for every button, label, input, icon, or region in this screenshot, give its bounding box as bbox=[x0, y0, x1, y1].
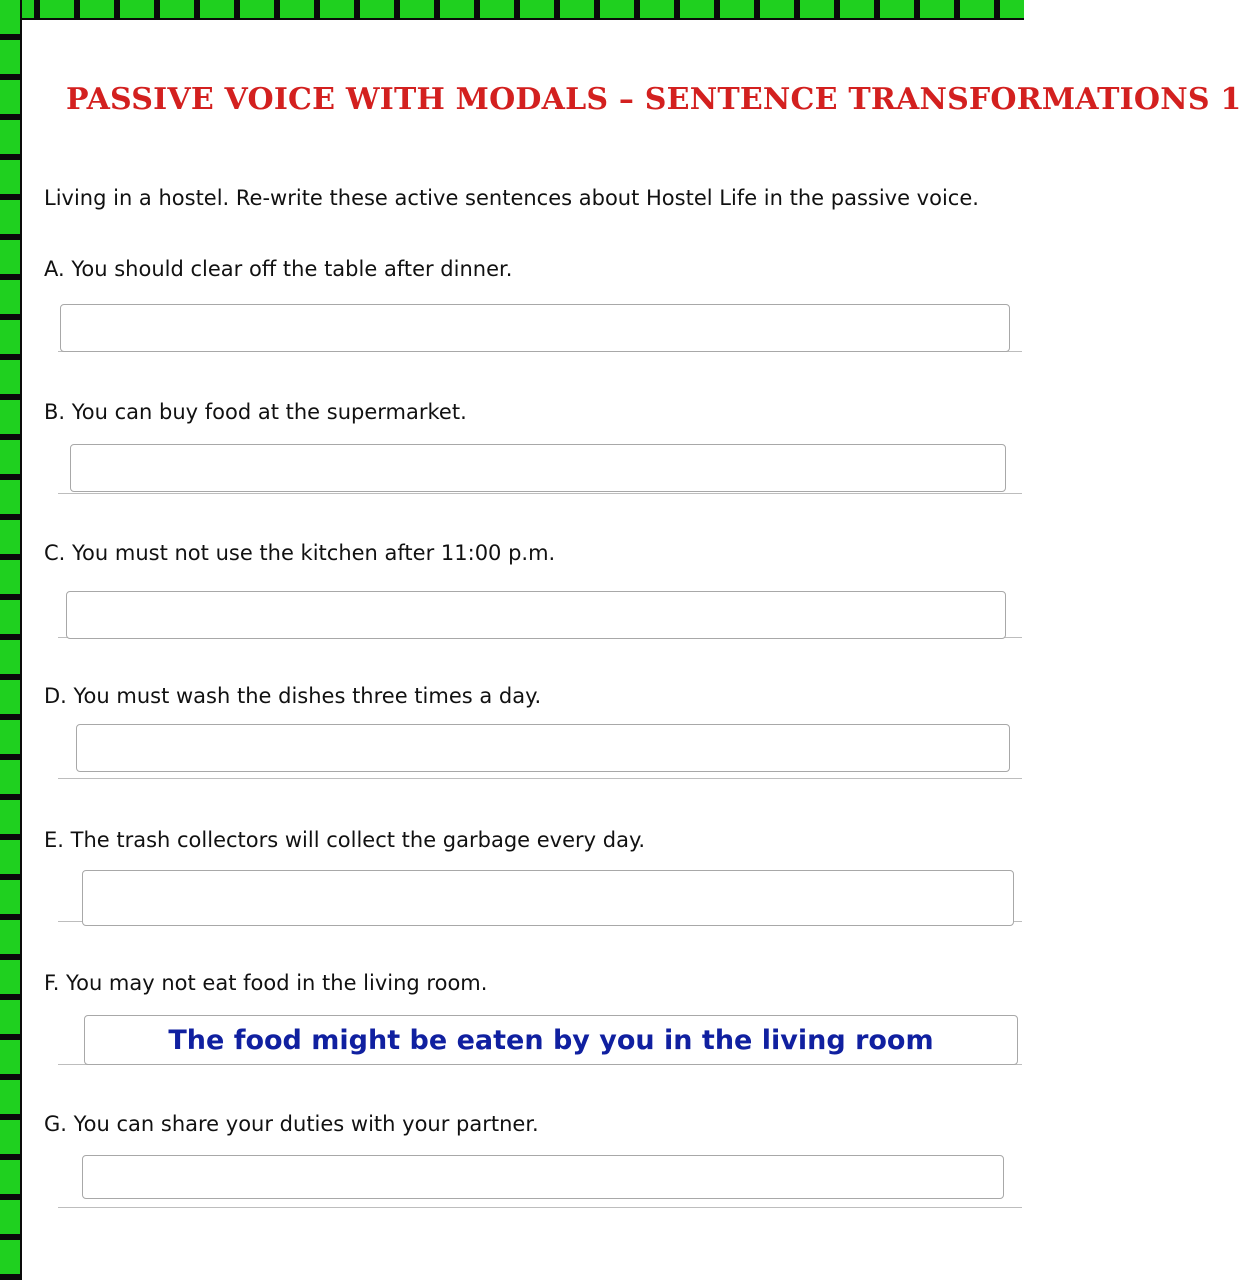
question-f: F. You may not eat food in the living room. bbox=[44, 971, 488, 995]
question-c: C. You must not use the kitchen after 11:00 p.m. bbox=[44, 541, 556, 565]
question-a: A. You should clear off the table after dinner. bbox=[44, 257, 513, 281]
decorative-border-top bbox=[0, 0, 1024, 20]
answer-box-c[interactable] bbox=[66, 591, 1006, 639]
answer-box-g[interactable] bbox=[82, 1155, 1004, 1199]
answer-line-b bbox=[58, 493, 1022, 494]
answer-box-e[interactable] bbox=[82, 870, 1014, 926]
decorative-border-left bbox=[0, 0, 22, 1280]
answer-box-b[interactable] bbox=[70, 444, 1006, 492]
question-b: B. You can buy food at the supermarket. bbox=[44, 400, 467, 424]
question-e: E. The trash collectors will collect the garbage every day. bbox=[44, 828, 646, 852]
answer-line-g bbox=[58, 1207, 1022, 1208]
answer-box-a[interactable] bbox=[60, 304, 1010, 352]
worksheet-instructions: Living in a hostel. Re-write these active sentences about Hostel Life in the passive voice. bbox=[44, 186, 979, 210]
question-g: G. You can share your duties with your partner. bbox=[44, 1112, 539, 1136]
answer-box-f[interactable]: The food might be eaten by you in the living room bbox=[84, 1015, 1018, 1065]
answer-line-d bbox=[58, 778, 1022, 779]
question-d: D. You must wash the dishes three times a day. bbox=[44, 684, 542, 708]
answer-box-d[interactable] bbox=[76, 724, 1010, 772]
worksheet-title: PASSIVE VOICE WITH MODALS – SENTENCE TRANSFORMATIONS 1 bbox=[66, 82, 1241, 117]
